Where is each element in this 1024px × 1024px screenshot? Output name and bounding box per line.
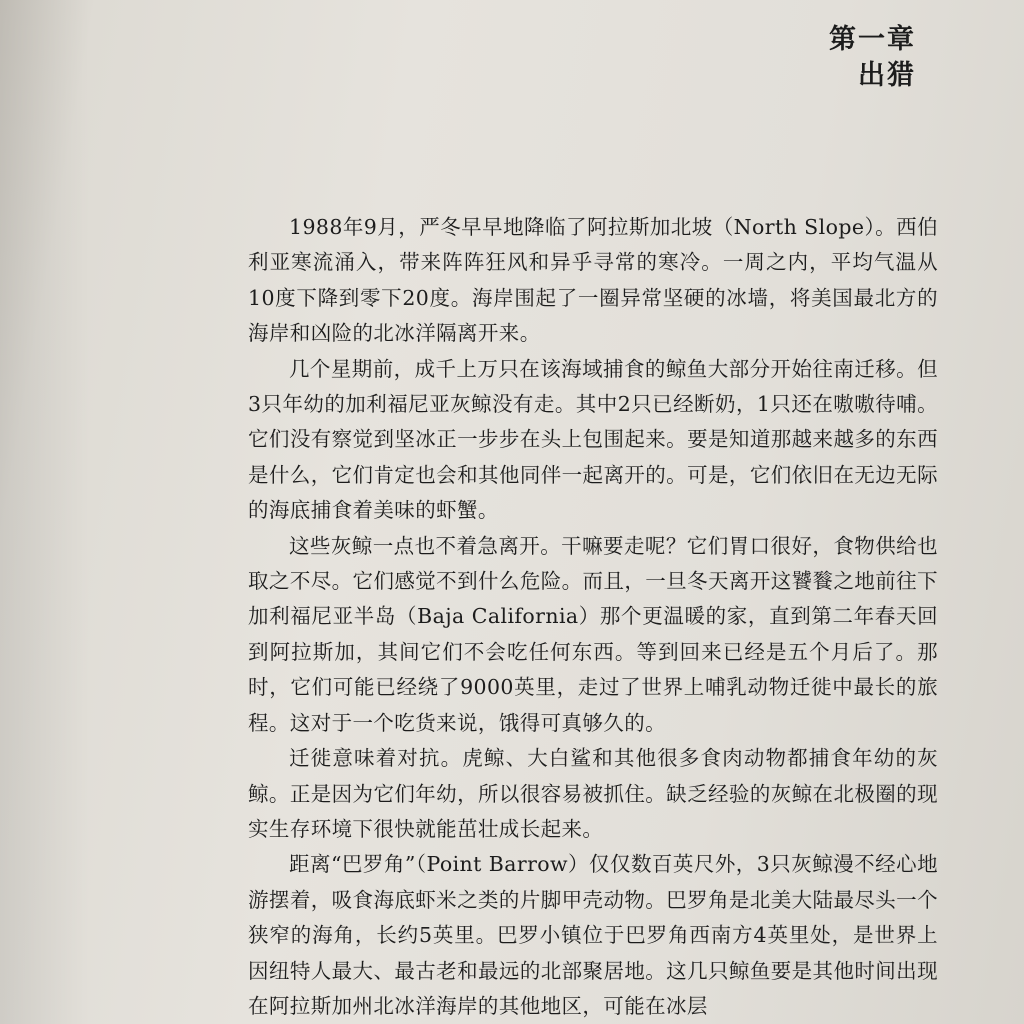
paragraph-5: 距离“巴罗角”（Point Barrow）仅仅数百英尺外，3只灰鲸漫不经心地游摆着，吸食海底虾米之类的片脚甲壳动物。巴罗角是北美大陆最尽头一个狭窄的海角，长约5英里。巴罗小镇位于巴罗角西南方4英里处，是世界上因纽特人最大、最古老和最远的北部聚居地。这几只鲸鱼要是其他时间出现在阿拉斯加州北冰洋海岸的其他地区，可能在冰层 [248,852,938,1018]
body-text [248,210,938,1024]
paragraph-2: 几个星期前，成千上万只在该海域捕食的鲸鱼大部分开始往南迁移。但3只年幼的加利福尼亚灰鲸没有走。其中2只已经断奶，1只还在嗷嗷待哺。它们没有察觉到坚冰正一步步在头上包围起来。要是知道那越来越多的东西是什么，它们肯定也会和其他同伴一起离开的。可是，它们依旧在无边无际的海底捕食着美味的虾蟹。 [248,356,938,523]
paragraph-3: 这些灰鲸一点也不着急离开。干嘛要走呢？它们胃口很好，食物供给也取之不尽。它们感觉不到什么危险。而且，一旦冬天离开这饕餮之地前往下加利福尼亚半岛（Baja California）那个更温暖的家，直到第二年春天回到阿拉斯加，其间它们不会吃任何东西。等到回来已经是五个月后了。那时，它们可能已经绕了9000英里，走过了世界上哺乳动物迁徙中最长的旅程。这对于一个吃货来说，饿得可真够久的。 [248,533,938,735]
paragraph-1: 1988年9月，严冬早早地降临了阿拉斯加北坡（North Slope）。西伯利亚寒流涌入，带来阵阵狂风和异乎寻常的寒冷。一周之内，平均气温从10度下降到零下20度。海岸围起了一圈异常坚硬的冰墙，将美国最北方的海岸和凶险的北冰洋隔离开来。 [248,215,938,346]
chapter-number: 第一章 [829,24,916,55]
chapter-title: 出猎 [858,60,916,91]
chapter-heading [829,22,916,94]
paragraph-4: 迁徙意味着对抗。虎鲸、大白鲨和其他很多食肉动物都捕食年幼的灰鲸。正是因为它们年幼，所以很容易被抓住。缺乏经验的灰鲸在北极圈的现实生存环境下很快就能茁壮成长起来。 [248,746,938,841]
